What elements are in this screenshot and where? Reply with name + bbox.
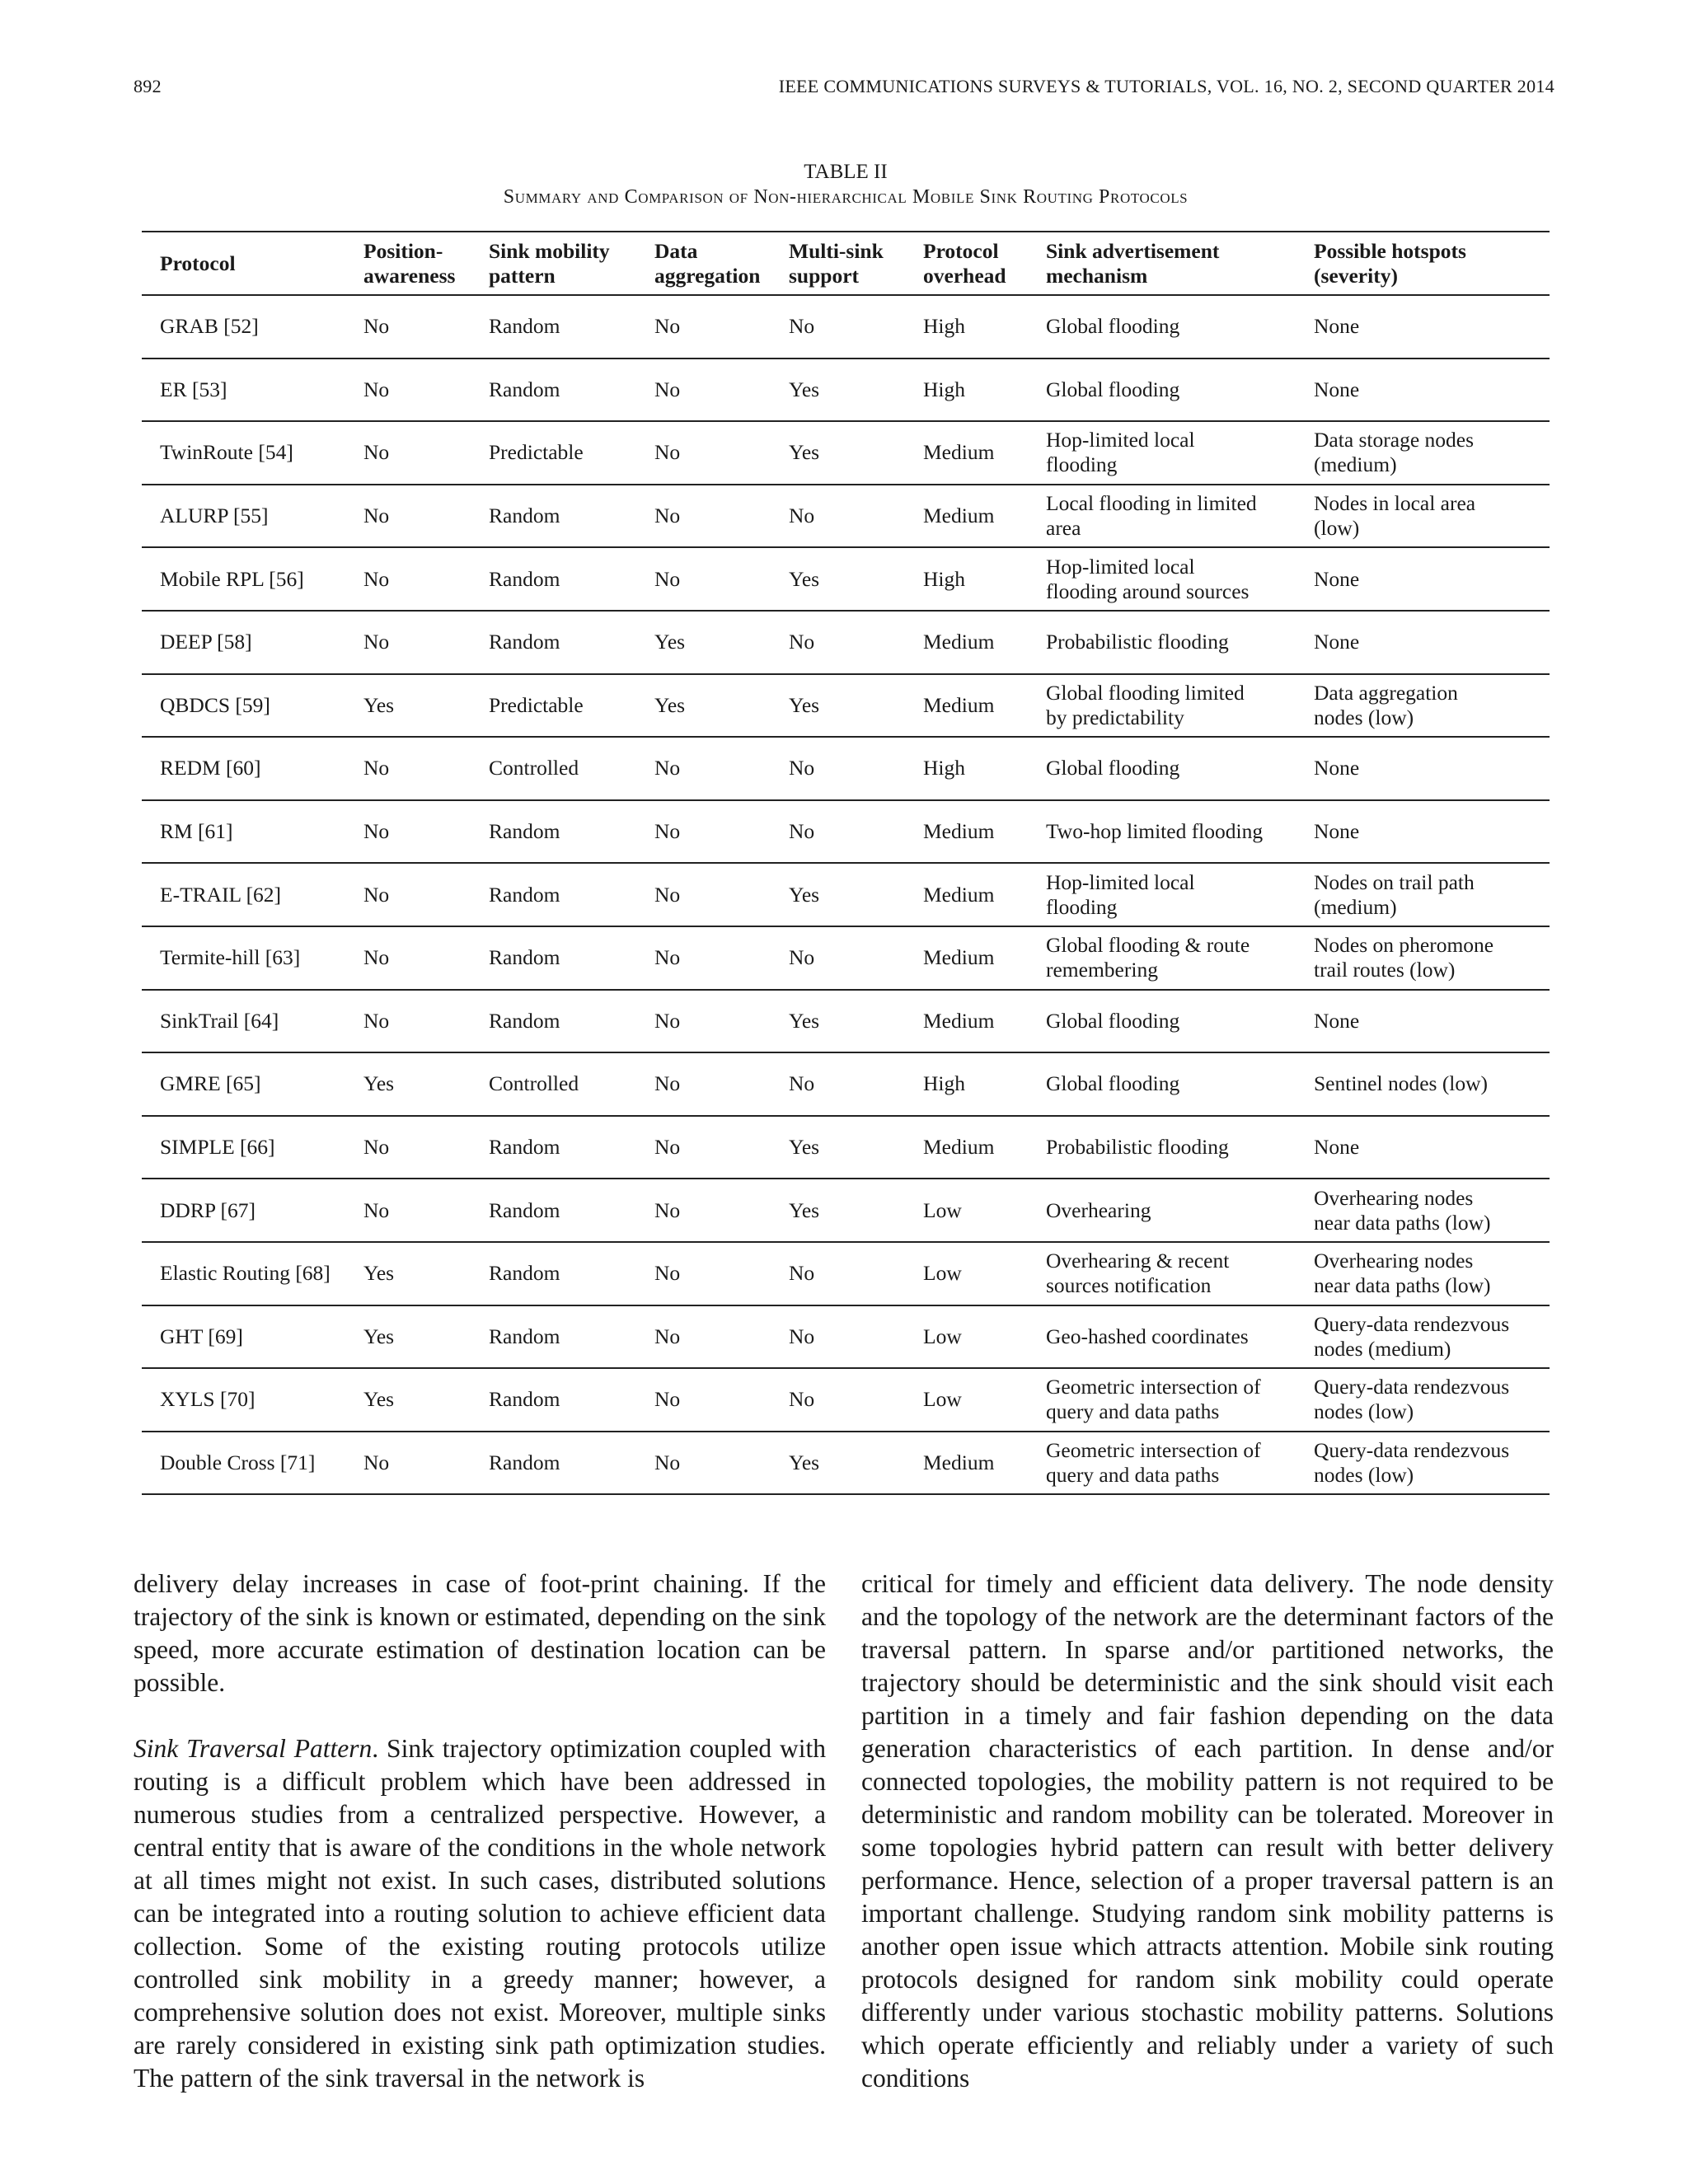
cell-line: nodes (low): [1314, 1399, 1414, 1424]
table-cell: Random: [489, 819, 560, 844]
table-cell: [1302, 1052, 1550, 1116]
table-row: [142, 800, 1550, 864]
cell-line: near data paths (low): [1314, 1210, 1491, 1235]
table-cell: Yes: [363, 1324, 395, 1348]
table-cell: Low: [923, 1197, 962, 1222]
cell-line: Local flooding in limited: [1046, 491, 1257, 516]
table-row: [142, 1432, 1550, 1495]
table-cell: High: [923, 566, 965, 591]
table-cell: No: [654, 756, 681, 780]
table-cell: Yes: [789, 882, 820, 907]
column-header-line: Data: [654, 238, 698, 263]
cell-line: Sentinel nodes (low): [1314, 1071, 1489, 1096]
table-cell: No: [363, 377, 390, 401]
table-cell: No: [654, 1071, 681, 1096]
column-header-line: Possible hotspots: [1314, 238, 1466, 263]
cell-line: Geometric intersection of: [1046, 1375, 1261, 1399]
cell-line: nodes (low): [1314, 1462, 1414, 1487]
table-cell: Random: [489, 1008, 560, 1033]
table-cell: No: [654, 1197, 681, 1222]
table-cell: RM [61]: [160, 819, 233, 844]
table-cell: Yes: [789, 1135, 820, 1160]
cell-line: Global flooding: [1046, 1008, 1180, 1033]
cell-line: Global flooding: [1046, 1071, 1180, 1096]
cell-line: area: [1046, 516, 1081, 541]
table-cell: [1302, 295, 1550, 359]
table-cell: ER [53]: [160, 377, 227, 401]
table-cell: No: [363, 630, 390, 654]
table-cell: No: [363, 566, 390, 591]
table-cell: No: [363, 756, 390, 780]
table-cell: Yes: [789, 377, 820, 401]
table-cell: Low: [923, 1387, 962, 1412]
table-cell: Medium: [923, 504, 995, 528]
table-cell: No: [654, 1008, 681, 1033]
cell-line: remembering: [1046, 958, 1158, 982]
cell-line: Query-data rendezvous: [1314, 1437, 1510, 1462]
column-header-line: overhead: [923, 263, 1006, 288]
table-cell: Medium: [923, 882, 995, 907]
table-cell: [1302, 1179, 1550, 1242]
cell-line: Data aggregation: [1314, 680, 1458, 705]
table-row: [142, 863, 1550, 926]
table-cell: [1034, 863, 1302, 926]
table-cell: Random: [489, 1324, 560, 1348]
table-cell: No: [789, 756, 815, 780]
body-column-left: [134, 1568, 826, 2095]
table-label: TABLE II: [804, 161, 888, 183]
table-cell: SinkTrail [64]: [160, 1008, 279, 1033]
cell-line: Probabilistic flooding: [1046, 630, 1229, 654]
column-header: [912, 232, 1034, 295]
table-cell: GRAB [52]: [160, 314, 259, 339]
cell-line: Global flooding & route: [1046, 933, 1250, 958]
paragraph: delivery delay increases in case of foot-print chaining. If the trajectory of the sink is known or estimated, depending on the sink speed, more accurate estimation of destination location can be possible.: [134, 1569, 826, 1697]
table-row: [142, 1242, 1550, 1305]
table-cell: Random: [489, 1261, 560, 1286]
cell-line: Hop-limited local: [1046, 869, 1195, 894]
table-cell: No: [654, 1324, 681, 1348]
column-header-line: Position-: [363, 238, 443, 263]
column-header-line: (severity): [1314, 263, 1398, 288]
table-cell: Yes: [363, 1071, 395, 1096]
table-cell: [1302, 1432, 1550, 1495]
table-cell: GHT [69]: [160, 1324, 243, 1348]
table-cell: [1302, 1116, 1550, 1179]
table-cell: [1034, 926, 1302, 990]
cell-line: Nodes on trail path: [1314, 869, 1475, 894]
table-cell: DDRP [67]: [160, 1197, 256, 1222]
cell-line: (low): [1314, 516, 1360, 541]
cell-line: None: [1314, 566, 1360, 591]
table-cell: High: [923, 377, 965, 401]
cell-line: flooding: [1046, 452, 1118, 477]
table-row: [142, 547, 1550, 611]
column-header-line: Sink mobility: [489, 238, 610, 263]
table-cell: [1034, 421, 1302, 485]
table-cell: Random: [489, 504, 560, 528]
column-header-line: pattern: [489, 263, 556, 288]
column-header-line: aggregation: [654, 263, 761, 288]
column-header-line: awareness: [363, 263, 456, 288]
table-row: [142, 1368, 1550, 1432]
table-cell: Random: [489, 882, 560, 907]
table-cell: No: [363, 1450, 390, 1474]
table-row: [142, 359, 1550, 422]
cell-line: None: [1314, 314, 1360, 339]
table-cell: [1302, 611, 1550, 674]
table-cell: Yes: [789, 692, 820, 717]
table-title: Summary and Comparison of Non-hierarchical Mobile Sink Routing Protocols: [503, 186, 1189, 208]
cell-line: Overhearing nodes: [1314, 1185, 1474, 1210]
cell-line: Overhearing nodes: [1314, 1249, 1474, 1273]
table-cell: [1034, 1052, 1302, 1116]
cell-line: None: [1314, 819, 1360, 844]
table-cell: No: [654, 440, 681, 465]
table-cell: E-TRAIL [62]: [160, 882, 282, 907]
column-header-line: mechanism: [1046, 263, 1148, 288]
table-cell: [1302, 1368, 1550, 1432]
table-cell: XYLS [70]: [160, 1387, 256, 1412]
table-cell: No: [789, 945, 815, 970]
table-cell: [1034, 1432, 1302, 1495]
paragraph: critical for timely and efficient data delivery. The node density and the topology of the network are the determinant factors of the traversal pattern. In sparse and/or partitioned networks, the trajectory should be deterministic and the sink should visit each partition in a timely and fair fashion depending on the data generation characteristics of each partition. In dense and/or connected topologies, the mobility pattern is not required to be deterministic and random mobility can be tolerated. Moreover in some topologies hybrid pattern can result with better delivery performance. Hence, selection of a proper traversal pattern is an important challenge. Studying random sink mobility patterns is another open issue which attracts attention. Mobile sink routing protocols designed for random sink mobility could operate differently under various stochastic mobility patterns. Solutions which operate efficiently and reliably under a variety of such conditions: [861, 1569, 1554, 2093]
column-header-line: Sink advertisement: [1046, 238, 1220, 263]
page-number: 892: [134, 76, 162, 96]
table-cell: [1302, 990, 1550, 1053]
table-cell: No: [654, 314, 681, 339]
table-cell: Elastic Routing [68]: [160, 1261, 331, 1286]
table-row: [142, 1116, 1550, 1179]
table-cell: No: [789, 630, 815, 654]
cell-line: Query-data rendezvous: [1314, 1311, 1510, 1336]
table-row: [142, 926, 1550, 990]
cell-line: nodes (medium): [1314, 1336, 1451, 1361]
table-cell: Yes: [789, 440, 820, 465]
table-cell: Low: [923, 1261, 962, 1286]
cell-line: Global flooding: [1046, 314, 1180, 339]
cell-line: by predictability: [1046, 705, 1184, 729]
cell-line: None: [1314, 630, 1360, 654]
table-cell: Double Cross [71]: [160, 1450, 316, 1474]
cell-line: Global flooding: [1046, 756, 1180, 780]
cell-line: Query-data rendezvous: [1314, 1375, 1510, 1399]
table-cell: [1302, 800, 1550, 864]
table-cell: SIMPLE [66]: [160, 1135, 275, 1160]
table-cell: Low: [923, 1324, 962, 1348]
table-cell: Medium: [923, 692, 995, 717]
table-cell: Controlled: [489, 1071, 579, 1096]
table-cell: DEEP [58]: [160, 630, 252, 654]
table-cell: Mobile RPL [56]: [160, 566, 304, 591]
cell-line: Nodes in local area: [1314, 491, 1476, 516]
table-cell: Yes: [654, 692, 686, 717]
table-cell: No: [654, 504, 681, 528]
table-cell: [1302, 926, 1550, 990]
table-cell: Yes: [363, 1261, 395, 1286]
table-cell: High: [923, 756, 965, 780]
column-header: [352, 232, 477, 295]
table-cell: [1034, 737, 1302, 800]
table-cell: [1034, 611, 1302, 674]
table-cell: [1302, 359, 1550, 422]
cell-line: Probabilistic flooding: [1046, 1135, 1229, 1160]
table-cell: No: [363, 882, 390, 907]
table-cell: No: [363, 440, 390, 465]
table-row: [142, 295, 1550, 359]
table-header-row: [142, 232, 1550, 295]
table-cell: [1034, 485, 1302, 548]
column-header: [1302, 232, 1550, 295]
table-cell: Random: [489, 314, 560, 339]
table-cell: No: [789, 1387, 815, 1412]
table-row: [142, 1052, 1550, 1116]
cell-line: Two-hop limited flooding: [1046, 819, 1264, 844]
cell-line: Global flooding: [1046, 377, 1180, 401]
table-cell: [1302, 674, 1550, 738]
table-cell: No: [363, 1197, 390, 1222]
table-cell: Random: [489, 945, 560, 970]
table-cell: No: [654, 377, 681, 401]
table-cell: No: [789, 504, 815, 528]
table-cell: High: [923, 1071, 965, 1096]
column-header: [1034, 232, 1302, 295]
table-cell: Controlled: [489, 756, 579, 780]
table-cell: REDM [60]: [160, 756, 261, 780]
table-cell: No: [363, 314, 390, 339]
cell-line: trail routes (low): [1314, 958, 1456, 982]
table-cell: Predictable: [489, 692, 584, 717]
cell-line: (medium): [1314, 452, 1397, 477]
table-cell: [1034, 1179, 1302, 1242]
table-row: [142, 421, 1550, 485]
table-cell: [1034, 1305, 1302, 1369]
table-cell: [1034, 1242, 1302, 1305]
table-cell: Random: [489, 1450, 560, 1474]
table-row: [142, 990, 1550, 1053]
table-cell: Yes: [789, 1197, 820, 1222]
table-cell: [1302, 421, 1550, 485]
paragraph-text: . Sink trajectory optimization coupled with routing is a difficult problem which have been addressed in numerous studies from a centralized perspective. However, a central entity that is aware of the conditions in the whole network at all times might not exist. In such cases, distributed solutions can be integrated into a routing solution to achieve efficient data collection. Some of the existing routing protocols utilize controlled sink mobility in a greedy manner; however, a comprehensive solution does not exist. Moreover, multiple sinks are rarely considered in existing sink path optimization studies. The pattern of the sink traversal in the network is: [134, 1734, 826, 2093]
table-cell: Yes: [363, 692, 395, 717]
column-header: [777, 232, 912, 295]
table-caption: [142, 160, 1550, 209]
table-cell: Random: [489, 377, 560, 401]
column-header-line: Multi-sink: [789, 238, 884, 263]
table-cell: No: [654, 566, 681, 591]
cell-line: None: [1314, 1135, 1360, 1160]
table-cell: Yes: [789, 1450, 820, 1474]
table-cell: [1302, 1305, 1550, 1369]
table-cell: Random: [489, 630, 560, 654]
table-cell: Yes: [654, 630, 686, 654]
table-cell: [1034, 990, 1302, 1053]
cell-line: (medium): [1314, 894, 1397, 919]
table-cell: QBDCS [59]: [160, 692, 270, 717]
table-cell: [1302, 547, 1550, 611]
table-cell: Yes: [363, 1387, 395, 1412]
cell-line: Geo-hashed coordinates: [1046, 1324, 1249, 1348]
table-cell: [1034, 674, 1302, 738]
table-cell: No: [654, 1261, 681, 1286]
table-cell: No: [789, 819, 815, 844]
table-cell: No: [363, 1008, 390, 1033]
column-header-line: support: [789, 263, 860, 288]
table-cell: Random: [489, 566, 560, 591]
table-row: [142, 611, 1550, 674]
table-cell: No: [654, 1387, 681, 1412]
cell-line: Hop-limited local: [1046, 554, 1195, 579]
table-cell: No: [363, 819, 390, 844]
table-cell: [1034, 359, 1302, 422]
table-cell: [1034, 1116, 1302, 1179]
cell-line: Nodes on pheromone: [1314, 933, 1494, 958]
column-header-line: Protocol: [923, 238, 999, 263]
table-cell: Medium: [923, 1135, 995, 1160]
table-cell: No: [363, 945, 390, 970]
cell-line: flooding around sources: [1046, 579, 1250, 603]
cell-line: Hop-limited local: [1046, 428, 1195, 452]
cell-line: query and data paths: [1046, 1399, 1220, 1424]
table-cell: Random: [489, 1197, 560, 1222]
table-cell: [1302, 485, 1550, 548]
table-cell: [1302, 1242, 1550, 1305]
table-cell: Medium: [923, 440, 995, 465]
table-row: [142, 1179, 1550, 1242]
table-cell: Medium: [923, 945, 995, 970]
page-header: [134, 76, 1554, 109]
table-cell: [1034, 800, 1302, 864]
cell-line: None: [1314, 756, 1360, 780]
cell-line: query and data paths: [1046, 1462, 1220, 1487]
table-cell: No: [654, 1450, 681, 1474]
cell-line: flooding: [1046, 894, 1118, 919]
table-cell: No: [363, 504, 390, 528]
table-row: [142, 674, 1550, 738]
column-header: [477, 232, 643, 295]
table-cell: No: [654, 882, 681, 907]
table-cell: Yes: [789, 1008, 820, 1033]
table-cell: Medium: [923, 630, 995, 654]
table-cell: High: [923, 314, 965, 339]
body-column-right: [861, 1568, 1554, 2095]
paragraph: [134, 1732, 826, 2095]
table-cell: [1034, 295, 1302, 359]
table-cell: ALURP [55]: [160, 504, 269, 528]
table-cell: No: [654, 945, 681, 970]
table-cell: [1034, 547, 1302, 611]
table-cell: Random: [489, 1387, 560, 1412]
cell-line: Overhearing: [1046, 1197, 1151, 1222]
table-cell: Predictable: [489, 440, 584, 465]
column-header: [643, 232, 777, 295]
table-cell: Medium: [923, 1450, 995, 1474]
table-cell: No: [789, 314, 815, 339]
column-header: [142, 232, 352, 295]
table-cell: No: [789, 1324, 815, 1348]
table-cell: No: [654, 819, 681, 844]
table-cell: [1034, 1368, 1302, 1432]
column-header-line: Protocol: [160, 251, 236, 275]
table-cell: Termite-hill [63]: [160, 945, 301, 970]
table-cell: GMRE [65]: [160, 1071, 261, 1096]
table-cell: No: [789, 1261, 815, 1286]
table-cell: Yes: [789, 566, 820, 591]
cell-line: Geometric intersection of: [1046, 1437, 1261, 1462]
table-cell: Random: [489, 1135, 560, 1160]
table-row: [142, 737, 1550, 800]
cell-line: Global flooding limited: [1046, 680, 1245, 705]
cell-line: None: [1314, 1008, 1360, 1033]
table-cell: Medium: [923, 819, 995, 844]
comparison-table: [142, 231, 1550, 1495]
table-cell: Medium: [923, 1008, 995, 1033]
table-cell: No: [789, 1071, 815, 1096]
cell-line: Overhearing & recent: [1046, 1249, 1230, 1273]
paragraph-heading: Sink Traversal Pattern: [134, 1734, 373, 1763]
cell-line: near data paths (low): [1314, 1273, 1491, 1298]
table-row: [142, 485, 1550, 548]
table-cell: TwinRoute [54]: [160, 440, 293, 465]
table-row: [142, 1305, 1550, 1369]
cell-line: None: [1314, 377, 1360, 401]
table-cell: [1302, 737, 1550, 800]
table-cell: No: [363, 1135, 390, 1160]
table-cell: [1302, 863, 1550, 926]
cell-line: Data storage nodes: [1314, 428, 1475, 452]
table-cell: No: [654, 1135, 681, 1160]
running-header: IEEE COMMUNICATIONS SURVEYS & TUTORIALS, VOL. 16, NO. 2, SECOND QUARTER 2014: [778, 76, 1554, 96]
cell-line: nodes (low): [1314, 705, 1414, 729]
cell-line: sources notification: [1046, 1273, 1212, 1298]
